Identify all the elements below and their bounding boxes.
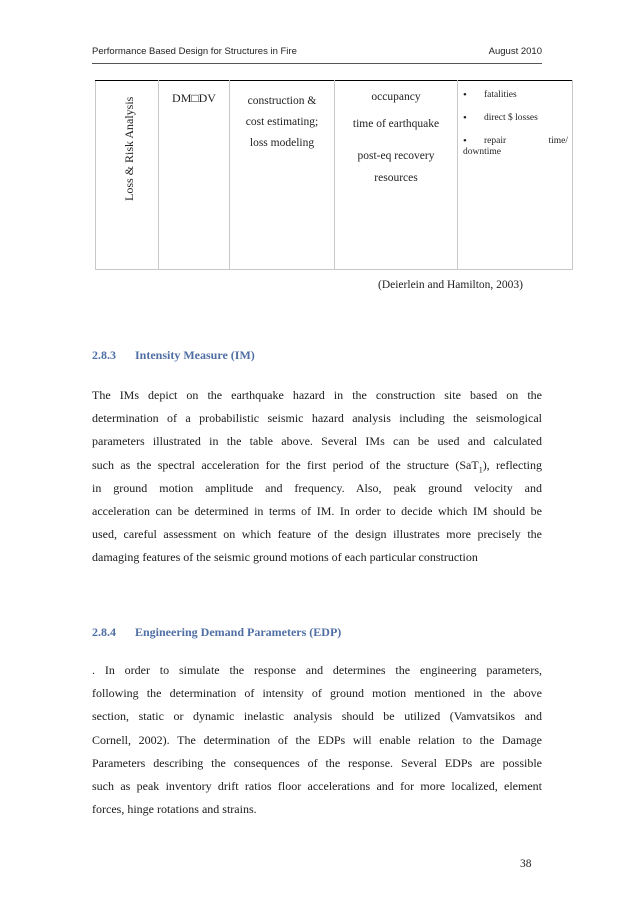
- output-time: time/: [548, 136, 568, 146]
- paragraph-line: following the determination of intensity of ground motion mentioned in the above: [92, 686, 542, 701]
- input-item: resources: [374, 172, 418, 184]
- mapping-text: DM□DV: [172, 91, 216, 105]
- header-date: August 2010: [488, 46, 542, 57]
- method-line: construction &: [247, 95, 317, 107]
- section-number: 2.8.4: [92, 625, 116, 639]
- paragraph-line: determination of a probabilistic seismic hazard analysis including the seismological: [92, 411, 542, 426]
- paragraph-line: such as the spectral acceleration for the first period of the structure (SaT$_1$), reflecting: [92, 457, 543, 474]
- input-item: occupancy: [371, 91, 421, 103]
- header-title: Performance Based Design for Structures in Fire: [92, 46, 297, 57]
- input-item: time of earthquake: [352, 118, 440, 130]
- paragraph-line: parameters illustrated in the table above. Several IMs can be used and calculated: [92, 434, 542, 449]
- paragraph-line: used, careful assessment on which feature of the design illustrates more precisely the: [92, 527, 542, 542]
- subscript: 1: [478, 464, 483, 474]
- paragraph-line: acceleration can be determined in terms of IM. In order to decide which IM should be: [92, 503, 542, 518]
- row-label: Loss & Risk Analysis: [122, 96, 136, 202]
- inputs-cell: [335, 81, 458, 270]
- output-item: • fatalities: [458, 90, 572, 100]
- table-row: [96, 81, 573, 270]
- paragraph-line: Parameters describing the consequences of the response. Several EDPs are possible: [92, 755, 542, 770]
- page-number: 38: [520, 858, 532, 870]
- section-title: Engineering Demand Parameters (EDP): [135, 625, 342, 639]
- loss-risk-table: [95, 80, 573, 270]
- method-line: loss modeling: [249, 137, 315, 149]
- header-rule: [92, 63, 542, 64]
- paragraph-line: The IMs depict on the earthquake hazard in the construction site based on the: [92, 388, 542, 402]
- mapping-cell: [159, 81, 230, 270]
- method-cell: [230, 81, 335, 270]
- table-citation: (Deierlein and Hamilton, 2003): [378, 279, 523, 291]
- paragraph-line: forces, hinge rotations and strains.: [92, 802, 257, 817]
- outputs-cell: [458, 81, 573, 270]
- paragraph-line: such as peak inventory drift ratios floor accelerations and for more localized, element: [92, 778, 542, 793]
- paragraph-line: section, static or dynamic inelastic analysis should be utilized (Vamvatsikos and: [92, 709, 542, 724]
- row-label-cell: [96, 81, 159, 270]
- section-heading-2-8-3: [92, 348, 255, 363]
- input-item: post-eq recovery: [357, 150, 435, 162]
- output-item: [458, 136, 572, 146]
- section-title: Intensity Measure (IM): [135, 348, 255, 362]
- paragraph-line: in ground motion amplitude and frequency. Also, peak ground velocity and: [92, 480, 542, 495]
- paragraph-line: . In order to simulate the response and determines the engineering parameters,: [92, 663, 542, 677]
- section-number: 2.8.3: [92, 348, 116, 362]
- paragraph-line: Cornell, 2002). The determination of the EDPs will enable relation to the Damage: [92, 732, 542, 747]
- method-line: cost estimating;: [245, 116, 319, 128]
- output-item: • direct $ losses: [458, 113, 572, 123]
- paragraph-line: damaging features of the seismic ground motions of each particular construction: [92, 550, 478, 565]
- section-2-8-4-paragraph: [92, 659, 542, 821]
- section-2-8-3-paragraph: [92, 384, 542, 570]
- section-heading-2-8-4: [92, 625, 341, 640]
- output-continuation: downtime: [463, 147, 501, 157]
- output-repair: • repair: [484, 136, 507, 146]
